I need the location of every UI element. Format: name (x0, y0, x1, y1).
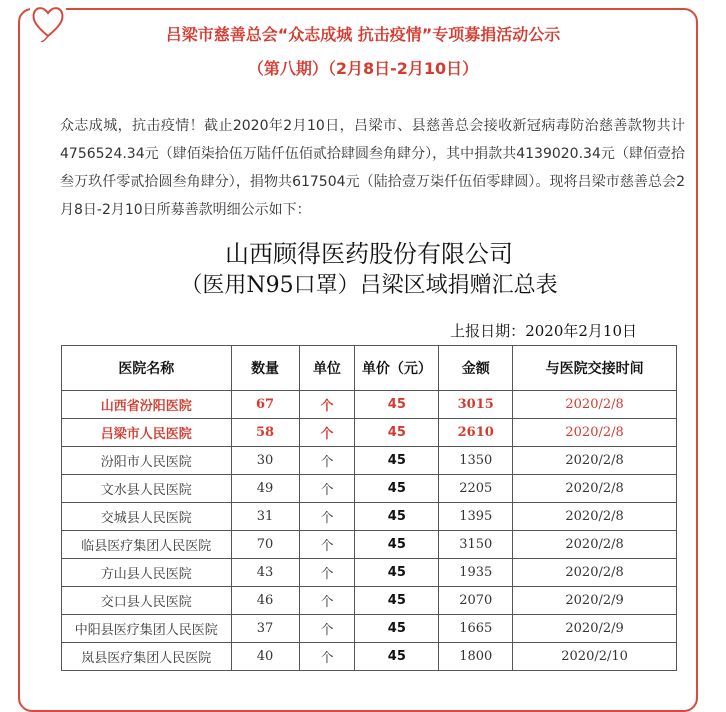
report-date-label: 上报日期： (450, 322, 526, 340)
hospital-name-cell: 文水县人民医院 (62, 475, 232, 503)
unit-price-cell: 45 (355, 447, 439, 475)
article-subtitle: （第八期）（2月8日-2月10日） (247, 59, 479, 78)
quantity-cell: 30 (231, 447, 299, 475)
amount-cell: 3015 (439, 391, 513, 419)
header-handover-date: 与医院交接时间 (513, 346, 677, 391)
unit-price-cell: 45 (355, 475, 439, 503)
quantity-cell: 49 (231, 475, 299, 503)
handover-date-cell: 2020/2/8 (513, 559, 677, 587)
quantity-cell: 31 (231, 503, 299, 531)
handover-date-cell: 2020/2/8 (513, 419, 677, 447)
handover-date-cell: 2020/2/8 (513, 503, 677, 531)
unit-cell: 个 (299, 643, 355, 671)
table-header-row (62, 346, 677, 391)
amount-cell: 1935 (439, 559, 513, 587)
quantity-cell: 40 (231, 643, 299, 671)
unit-cell: 个 (299, 559, 355, 587)
amount-cell: 2205 (439, 475, 513, 503)
header-price: 单价（元） (355, 346, 439, 391)
unit-cell: 个 (299, 531, 355, 559)
header-unit: 单位 (299, 346, 355, 391)
hospital-name-cell: 交口县人民医院 (62, 587, 232, 615)
table-row (62, 475, 677, 503)
hospital-name-cell: 汾阳市人民医院 (62, 447, 232, 475)
unit-cell: 个 (299, 503, 355, 531)
hospital-name-cell: 交城县人民医院 (62, 503, 232, 531)
amount-cell: 2610 (439, 419, 513, 447)
unit-price-cell: 45 (355, 615, 439, 643)
unit-price-cell: 45 (355, 643, 439, 671)
unit-cell: 个 (299, 587, 355, 615)
amount-cell: 1350 (439, 447, 513, 475)
header-amount: 金额 (439, 346, 513, 391)
handover-date-cell: 2020/2/8 (513, 391, 677, 419)
hospital-name-cell: 中阳县医疗集团人民医院 (62, 615, 232, 643)
quantity-cell: 37 (231, 615, 299, 643)
hospital-name-cell: 山西省汾阳医院 (62, 391, 232, 419)
unit-price-cell: 45 (355, 391, 439, 419)
handover-date-cell: 2020/2/10 (513, 643, 677, 671)
hospital-name-cell: 临县医疗集团人民医院 (62, 531, 232, 559)
quantity-cell: 43 (231, 559, 299, 587)
hospital-name-cell: 吕梁市人民医院 (62, 419, 232, 447)
table-row (62, 503, 677, 531)
hospital-name-cell: 岚县医疗集团人民医院 (62, 643, 232, 671)
amount-cell: 1800 (439, 643, 513, 671)
amount-cell: 3150 (439, 531, 513, 559)
handover-date-cell: 2020/2/8 (513, 447, 677, 475)
report-date (450, 320, 637, 341)
amount-cell: 2070 (439, 587, 513, 615)
amount-cell: 1665 (439, 615, 513, 643)
table-row (62, 615, 677, 643)
unit-cell: 个 (299, 391, 355, 419)
unit-price-cell: 45 (355, 587, 439, 615)
table-subtitle: （医用N95口罩）吕梁区域捐赠汇总表 (180, 273, 558, 298)
unit-price-cell: 45 (355, 419, 439, 447)
hospital-name-cell: 方山县人民医院 (62, 559, 232, 587)
table-row (62, 419, 677, 447)
handover-date-cell: 2020/2/8 (513, 531, 677, 559)
unit-price-cell: 45 (355, 531, 439, 559)
article-title: 吕梁市慈善总会“众志成城 抗击疫情”专项募捐活动公示 (165, 25, 561, 44)
header-hospital: 医院名称 (62, 346, 232, 391)
table-row (62, 587, 677, 615)
handover-date-cell: 2020/2/9 (513, 587, 677, 615)
handover-date-cell: 2020/2/9 (513, 615, 677, 643)
table-row (62, 391, 677, 419)
table-row (62, 447, 677, 475)
table-row (62, 531, 677, 559)
header-qty: 数量 (231, 346, 299, 391)
unit-cell: 个 (299, 419, 355, 447)
quantity-cell: 58 (231, 419, 299, 447)
quantity-cell: 67 (231, 391, 299, 419)
unit-cell: 个 (299, 615, 355, 643)
handover-date-cell: 2020/2/8 (513, 475, 677, 503)
quantity-cell: 70 (231, 531, 299, 559)
intro-paragraph: 众志成城，抗击疫情！截止2020年2月10日，吕梁市、县慈善总会接收新冠病毒防治慈善款物共计4756524.34元（肆佰柒拾伍万陆仟伍佰贰拾肆圆叁角肆分），其中捐款共4139020.34元（肆佰壹拾叁万玖仟零贰拾圆叁角肆分），捐物共617504元（陆拾壹万柒仟伍佰零肆圆）。现将吕梁市慈善总会2月8日-2月10日所募善款明细公示如下： (60, 118, 685, 218)
report-date-value: 2020年2月10日 (525, 322, 637, 340)
unit-cell: 个 (299, 475, 355, 503)
unit-price-cell: 45 (355, 503, 439, 531)
unit-price-cell: 45 (355, 559, 439, 587)
table-row (62, 643, 677, 671)
donation-table (61, 345, 677, 671)
unit-cell: 个 (299, 447, 355, 475)
table-row (62, 559, 677, 587)
company-name: 山西顾得医药股份有限公司 (225, 240, 513, 268)
donation-table-image (61, 228, 677, 688)
amount-cell: 1395 (439, 503, 513, 531)
quantity-cell: 46 (231, 587, 299, 615)
